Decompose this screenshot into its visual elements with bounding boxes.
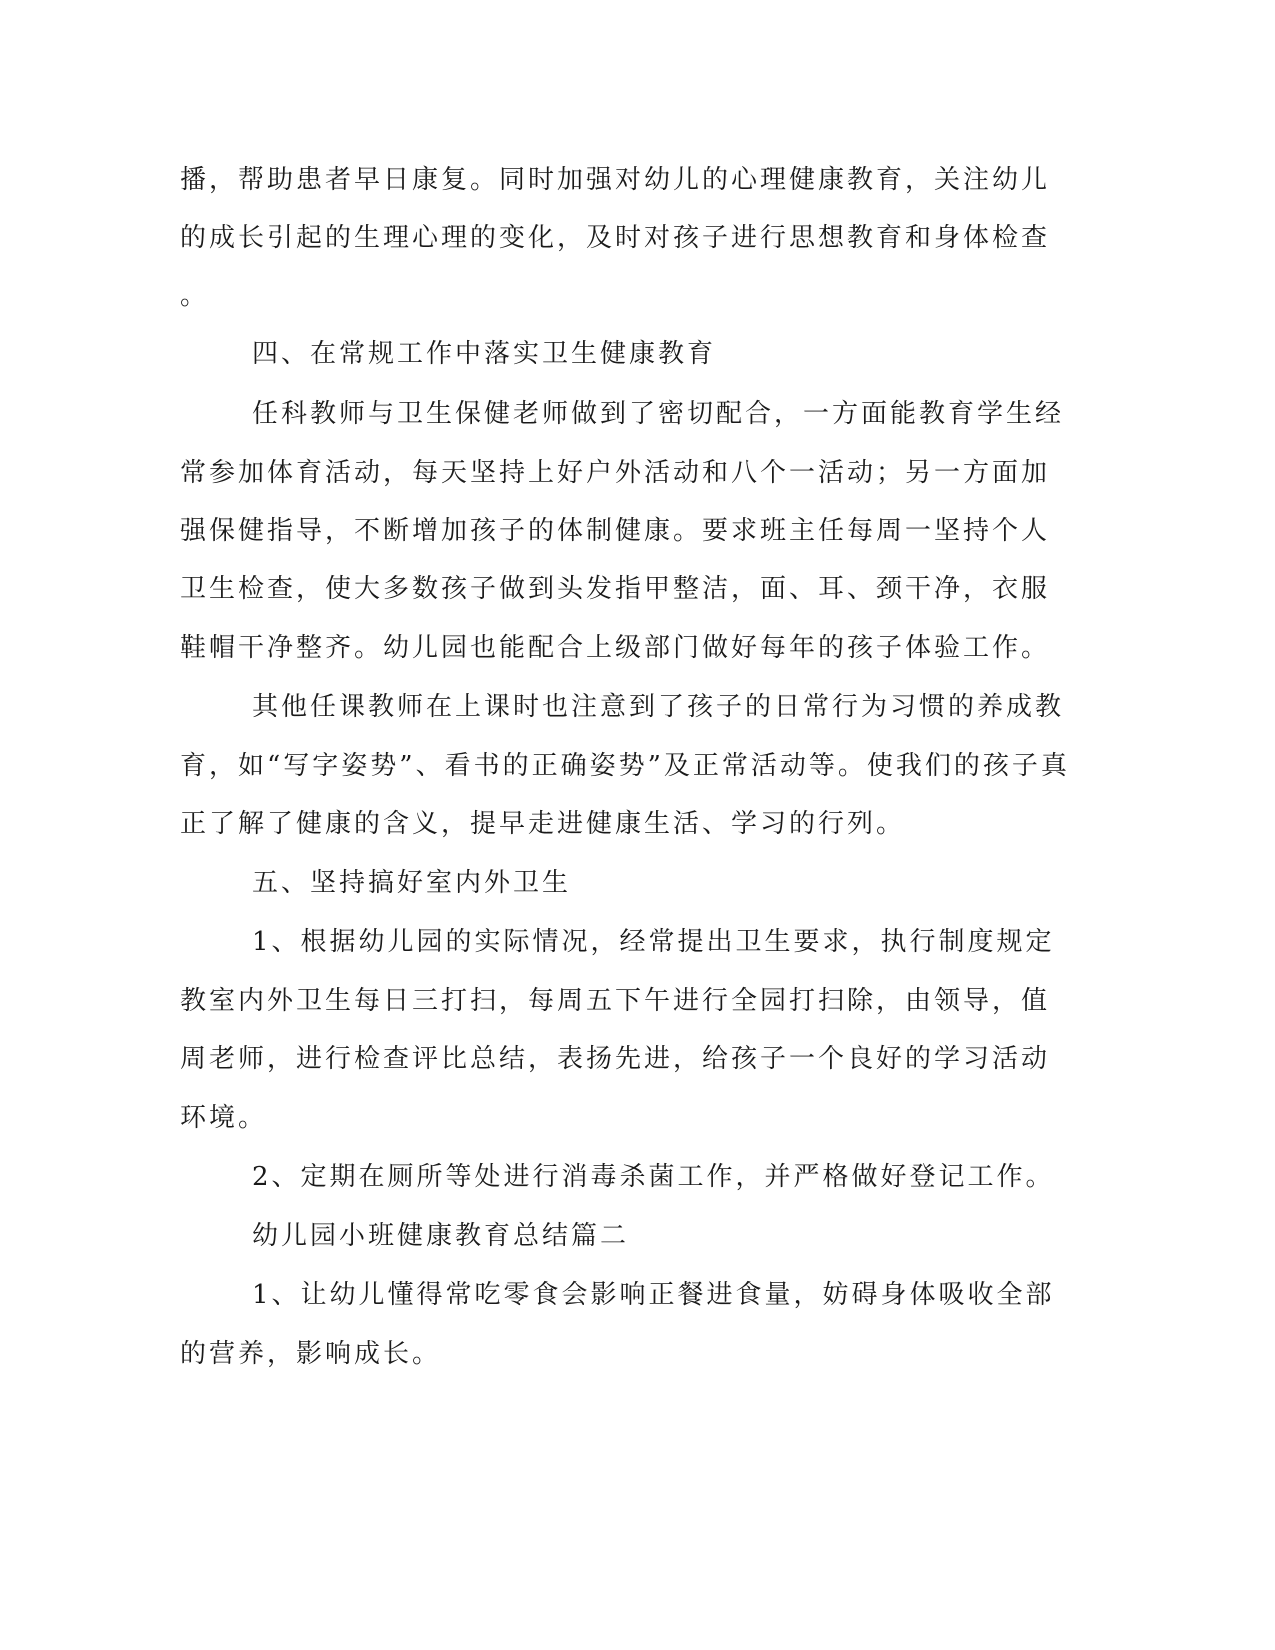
paragraph-line: 周老师，进行检查评比总结，表扬先进，给孩子一个良好的学习活动 <box>180 1044 1051 1074</box>
paragraph-line: 卫生检查，使大多数孩子做到头发指甲整洁，面、耳、颈干净，衣服 <box>180 574 1051 604</box>
section-heading: 四、在常规工作中落实卫生健康教育 <box>252 339 717 369</box>
paragraph-line: 。 <box>180 281 210 311</box>
section-heading: 幼儿园小班健康教育总结篇二 <box>252 1221 630 1251</box>
paragraph-line: 正了解了健康的含义，提早走进健康生活、学习的行列。 <box>180 809 906 839</box>
paragraph-line: 任科教师与卫生保健老师做到了密切配合，一方面能教育学生经 <box>252 399 1065 429</box>
paragraph-line: 1、根据幼儿园的实际情况，经常提出卫生要求，执行制度规定 <box>252 927 1055 957</box>
paragraph-line: 1、让幼儿懂得常吃零食会影响正餐进食量，妨碍身体吸收全部 <box>252 1280 1055 1310</box>
paragraph-line: 鞋帽干净整齐。幼儿园也能配合上级部门做好每年的孩子体验工作。 <box>180 633 1051 663</box>
paragraph-line: 其他任课教师在上课时也注意到了孩子的日常行为习惯的养成教 <box>252 692 1065 722</box>
paragraph-line: 2、定期在厕所等处进行消毒杀菌工作，并严格做好登记工作。 <box>252 1162 1055 1192</box>
paragraph-line: 育，如“写字姿势”、看书的正确姿势”及正常活动等。使我们的孩子真 <box>180 751 1070 781</box>
paragraph-line: 的成长引起的生理心理的变化，及时对孩子进行思想教育和身体检查 <box>180 223 1051 253</box>
paragraph-line: 播，帮助患者早日康复。同时加强对幼儿的心理健康教育，关注幼儿 <box>180 165 1051 195</box>
paragraph-line: 的营养，影响成长。 <box>180 1339 442 1369</box>
paragraph-line: 强保健指导，不断增加孩子的体制健康。要求班主任每周一坚持个人 <box>180 516 1051 546</box>
paragraph-line: 环境。 <box>180 1103 268 1133</box>
paragraph-line: 教室内外卫生每日三打扫，每周五下午进行全园打扫除，由领导，值 <box>180 986 1051 1016</box>
paragraph-line: 常参加体育活动，每天坚持上好户外活动和八个一活动；另一方面加 <box>180 458 1051 488</box>
section-heading: 五、坚持搞好室内外卫生 <box>252 868 572 898</box>
